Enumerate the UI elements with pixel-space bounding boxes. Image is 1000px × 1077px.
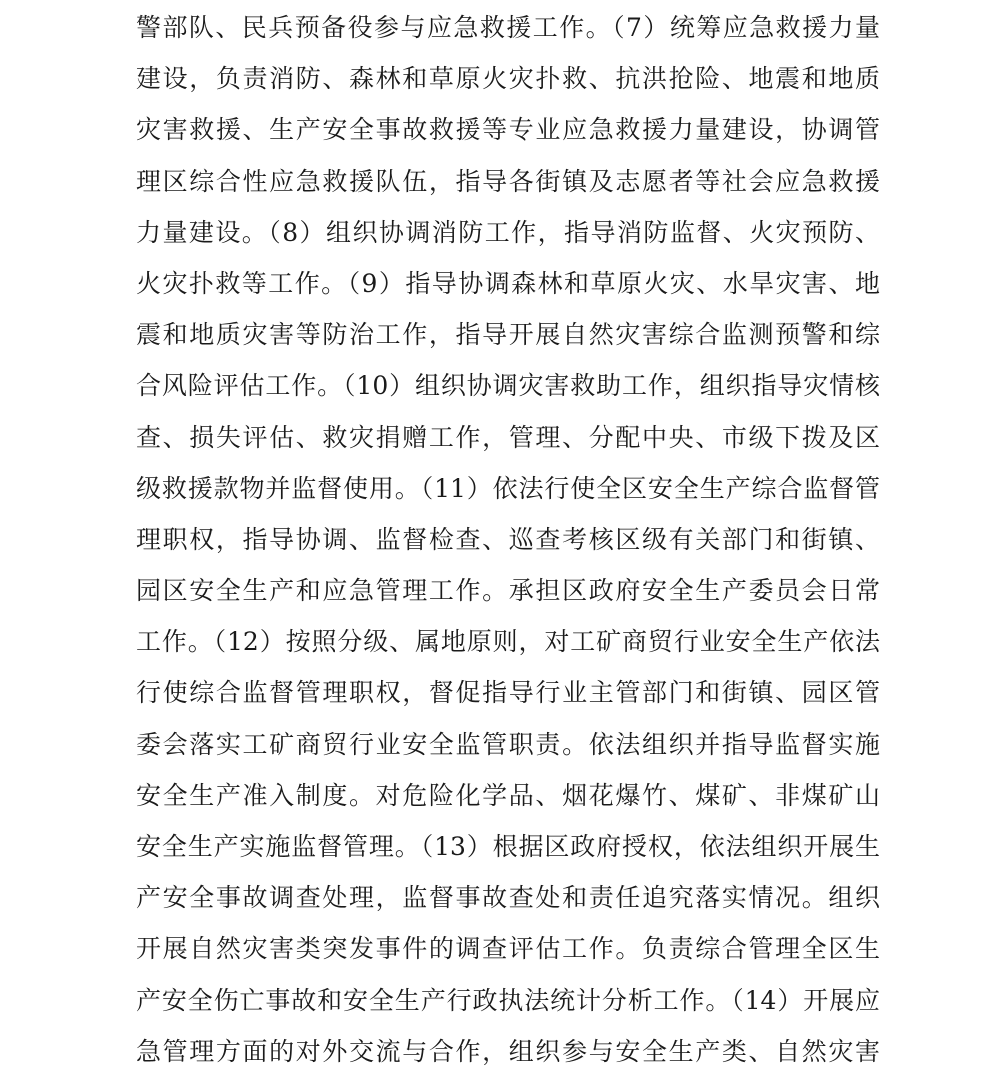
- text-line: 震和地质灾害等防治工作，指导开展自然灾害综合监测预警和综: [136, 320, 880, 350]
- text-line: 产安全事故调查处理，监督事故查处和责任追究落实情况。组织: [136, 883, 880, 913]
- text-line: 工作。（12）按照分级、属地原则，对工矿商贸行业安全生产依法: [136, 627, 880, 657]
- body-text: [136, 2, 880, 1077]
- text-line: 园区安全生产和应急管理工作。承担区政府安全生产委员会日常: [136, 576, 880, 606]
- text-line: 理职权，指导协调、监督检查、巡查考核区级有关部门和街镇、: [136, 524, 880, 554]
- text-line: 理区综合性应急救援队伍，指导各街镇及志愿者等社会应急救援: [136, 166, 880, 196]
- text-line: 开展自然灾害类突发事件的调查评估工作。负责综合管理全区生: [136, 934, 880, 964]
- text-line: 查、损失评估、救灾捐赠工作，管理、分配中央、市级下拨及区: [136, 422, 880, 452]
- text-line: 行使综合监督管理职权，督促指导行业主管部门和街镇、园区管: [136, 678, 880, 708]
- text-line: 建设，负责消防、森林和草原火灾扑救、抗洪抢险、地震和地质: [136, 64, 880, 94]
- text-line: 产安全伤亡事故和安全生产行政执法统计分析工作。（14）开展应: [136, 985, 880, 1015]
- text-line: 合风险评估工作。（10）组织协调灾害救助工作，组织指导灾情核: [136, 371, 880, 401]
- text-line: 安全生产准入制度。对危险化学品、烟花爆竹、煤矿、非煤矿山: [136, 780, 880, 810]
- text-line: 级救援款物并监督使用。（11）依法行使全区安全生产综合监督管: [136, 473, 880, 503]
- text-line: 火灾扑救等工作。（9）指导协调森林和草原火灾、水旱灾害、地: [136, 268, 880, 298]
- text-line: 灾害救援、生产安全事故救援等专业应急救援力量建设，协调管: [136, 115, 880, 145]
- text-line: 委会落实工矿商贸行业安全监管职责。依法组织并指导监督实施: [136, 729, 880, 759]
- text-line: 力量建设。（8）组织协调消防工作，指导消防监督、火灾预防、: [136, 217, 880, 247]
- text-line: 安全生产实施监督管理。（13）根据区政府授权，依法组织开展生: [136, 832, 880, 861]
- text-line: 急管理方面的对外交流与合作，组织参与安全生产类、自然灾害: [136, 1036, 880, 1066]
- text-line: 警部队、民兵预备役参与应急救援工作。（7）统筹应急救援力量: [136, 13, 880, 42]
